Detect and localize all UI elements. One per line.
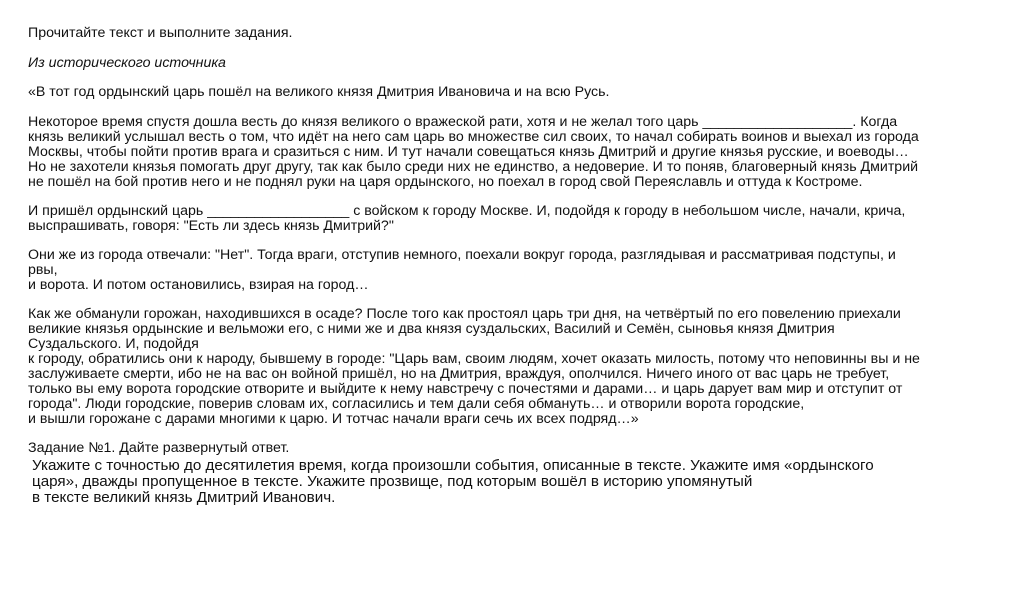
source-label (28, 56, 226, 71)
text-line: Суздальского. И, подойдя (28, 336, 199, 352)
text-line: и вышли горожане с дарами многими к царю. И тотчас начали враги сечь их всех подряд…» (28, 411, 639, 427)
paragraph-4 (28, 307, 920, 427)
text-line: Некоторое время спустя дошла весть до князя великого о вражеской рати, хотя и не желал того царь ___________________. Когда (28, 114, 898, 130)
task-heading (28, 441, 289, 456)
paragraph-1 (28, 115, 919, 190)
text-line: Москвы, чтобы пойти против врага и сразиться с ним. И тут начали совещаться князь Дмитрий и другие князья русские, и воеводы… (28, 144, 909, 160)
task-heading-text: Задание №1. Дайте развернутый ответ. (28, 440, 290, 456)
text-line: Они же из города отвечали: "Нет". Тогда враги, отступив немного, поехали вокруг города, разглядывая и рассматривая подступы, и (28, 247, 896, 263)
text-line: города". Люди городские, поверив словам их, согласились и тем дали себя обмануть… и отворили ворота городские, (28, 396, 805, 412)
text-line: Как же обманули горожан, находившихся в осаде? После того как простоял царь три дня, на четвёртый по его повелению приехали (28, 306, 901, 322)
text-line: рвы, (28, 262, 58, 278)
text-line: заслуживаете смерти, ибо не на вас он войной пришёл, но на Дмитрия, враждуя, ополчился. Ничего иного от вас царь не требует, (28, 366, 890, 382)
task-line: в тексте великий князь Дмитрий Иванович. (32, 489, 336, 506)
source-label-text: Из исторического источника (28, 55, 226, 71)
text-line: Но не захотели князья помогать друг другу, так как было среди них не единство, а недоверие. И то поняв, благоверный князь Дмитрий (28, 159, 919, 175)
paragraph-2 (28, 204, 905, 234)
intro-line: «В тот год ордынский царь пошёл на великого князя Дмитрия Ивановича и на всю Русь. (28, 84, 610, 100)
task-body (32, 458, 874, 506)
text-line: к городу, обратились они к народу, бывшему в городе: "Царь вам, своим людям, хочет оказать милость, потому что неповинны вы и не (28, 351, 920, 367)
paragraph-3 (28, 248, 896, 293)
task-line: царя», дважды пропущенное в тексте. Укажите прозвище, под которым вошёл в историю упомянутый (32, 473, 753, 490)
task-line: Укажите с точностью до десятилетия время, когда произошли события, описанные в тексте. Укажите имя «ордынского (32, 457, 874, 474)
text-line: великие князья ордынские и вельможи его, с ними же и два князя суздальских, Василий и Семён, сыновья князя Дмитрия (28, 321, 835, 337)
text-line: И пришёл ордынский царь __________________ с войском к городу Москве. И, подойдя к городу в небольшом числе, начали, крича, (28, 203, 906, 219)
instruction-text: Прочитайте текст и выполните задания. (28, 25, 293, 41)
text-intro (28, 85, 609, 100)
text-line: выспрашивать, говоря: "Есть ли здесь князь Дмитрий?" (28, 218, 394, 234)
text-line: не пошёл на бой против него и не поднял руки на царя ордынского, но поехал в город свой Переяславль и оттуда к Костроме. (28, 174, 863, 190)
text-line: только вы ему ворота городские отворите и выйдите к нему навстречу с почестями и дарами… и царь дарует вам мир и отступит от (28, 381, 903, 397)
instruction-heading (28, 26, 292, 41)
text-line: князь великий услышал весть о том, что идёт на него сам царь во множестве сил своих, то начал собирать воинов и выехал из города (28, 129, 919, 145)
text-line: и ворота. И потом остановились, взирая на город… (28, 277, 369, 293)
